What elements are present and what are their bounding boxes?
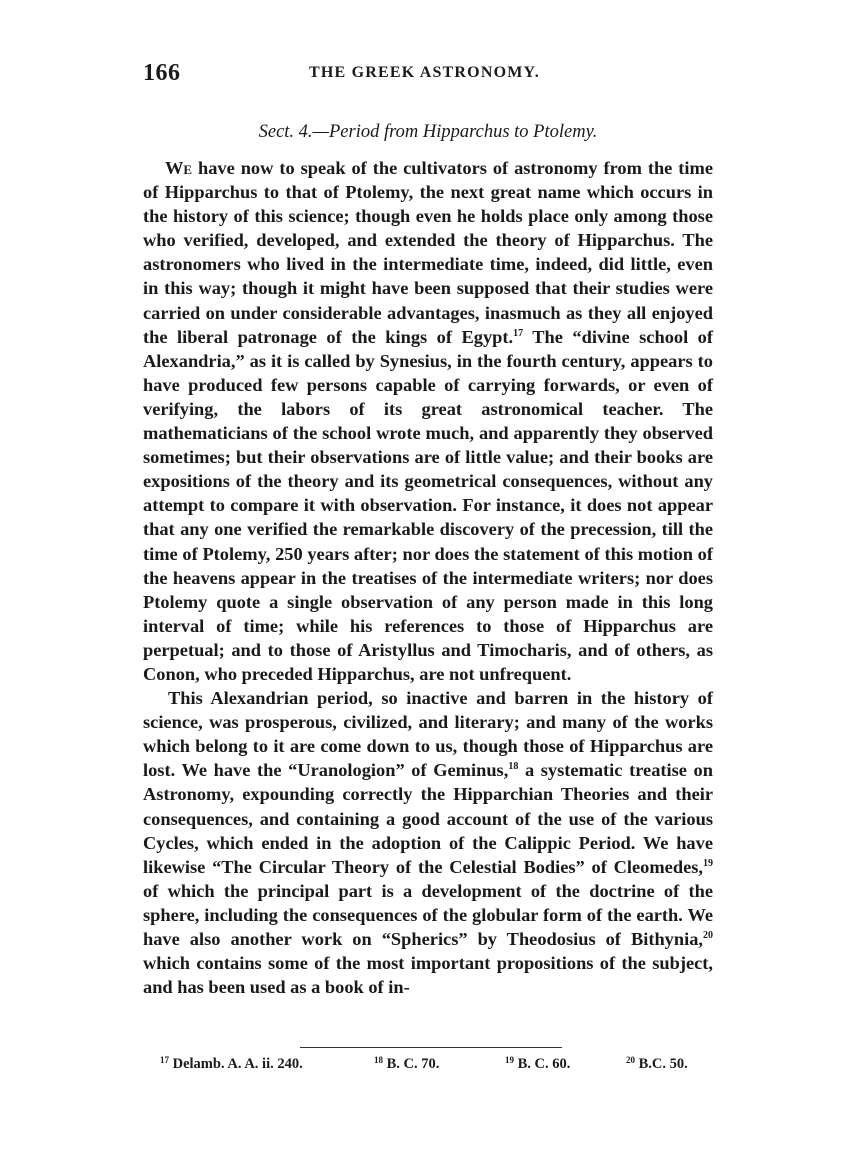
paragraph-2-part-3: of which the principal part is a development of the doctrine of the sphere, including the consequences of the globular form of the earth. We have also another work on “Spherics” by Theodosius of Bithynia,: [143, 880, 713, 949]
footnote-18: [374, 1056, 439, 1073]
paragraph-2-part-4: which contains some of the most important propositions of the subject, and has been used as a book of in-: [143, 953, 713, 998]
paragraph-1-text-continued: The “divine school of Alexandria,” as it is called by Synesius, in the fourth century, appears to have produced few persons capable of carrying forwards, or even of verifying, the labors of its great astronomical teacher. The mathematicians of the school wrote much, and apparently they observed sometimes; but their observations are of little value; and their books are expositions of the theory and its geometrical consequences, without any attempt to compare it with observation. For instance, it does not appear that any one verified the remarkable discovery of the precession, till the time of Ptolemy, 250 years after; nor does the statement of this motion of the heavens appear in the treatises of the intermediate writers; nor does Ptolemy quote a single observation of any person made in this long interval of time; while his references to those of Hipparchus are perpetual; and to those of Aristyllus and Timocharis, and of others, as Conon, who preceded Hipparchus, are not unfrequent.: [143, 326, 714, 684]
footnote-17: [160, 1056, 303, 1073]
section-title: Sect. 4.—Period from Hipparchus to Ptolemy.: [258, 122, 598, 142]
footnote-ref-19[interactable]: 19: [703, 857, 713, 869]
paragraph-2-part-2: a systematic treatise on Astronomy, expounding correctly the Hipparchian Theories and their consequences, and containing a good account of the use of the various Cycles, which ended in the adoption of the Calippic Period. We have likewise “The Circular Theory of the Celestial Bodies” of Cleomedes,: [143, 760, 713, 877]
footnote-text: B. C. 70.: [386, 1056, 440, 1072]
footnote-ref-20[interactable]: 20: [703, 930, 713, 941]
paragraph-1-text: have now to speak of the cultivators of astronomy from the time of Hipparchus to that of Ptolemy, the next great name which occurs in the history of this science; though even he holds place only among those who verified, developed, and extended the theory of Hipparchus. The astronomers who lived in the intermediate time, indeed, did little, even in this way; though it might have been supposed that their studies were carried on under considerable advantages, inasmuch as they all enjoyed the liberal patronage of the kings of Egypt.: [143, 158, 713, 347]
footnote-20: [626, 1056, 688, 1073]
footnote-text: Delamb. A. A. ii. 240.: [172, 1056, 303, 1072]
footnote-ref-17[interactable]: 17: [513, 327, 524, 339]
page-number: 166: [143, 60, 181, 86]
footnote-19: [505, 1056, 570, 1073]
drop-word: We: [165, 158, 193, 178]
body-text: [143, 156, 713, 999]
paragraph-2-part-1: This Alexandrian period, so inactive and barren in the history of science, was prosperous, civilized, and literary; and many of the works which belong to it are come down to us, though those of Hipparchus are lost. We have the “Uranologion” of Geminus,: [143, 688, 713, 781]
paragraph-2: [143, 686, 713, 999]
paragraph-1: [143, 156, 713, 686]
footnote-number: 20: [626, 1055, 635, 1065]
footnote-number: 18: [374, 1055, 383, 1065]
footnote-text: B. C. 60.: [517, 1056, 571, 1072]
footnote-number: 17: [160, 1055, 169, 1065]
running-head: THE GREEK ASTRONOMY.: [309, 64, 541, 81]
footnote-divider: [300, 1047, 562, 1048]
footnote-number: 19: [505, 1055, 514, 1065]
page-header: [143, 60, 713, 94]
footnote-ref-18[interactable]: 18: [508, 761, 519, 773]
footnote-text: B.C. 50.: [638, 1056, 688, 1072]
